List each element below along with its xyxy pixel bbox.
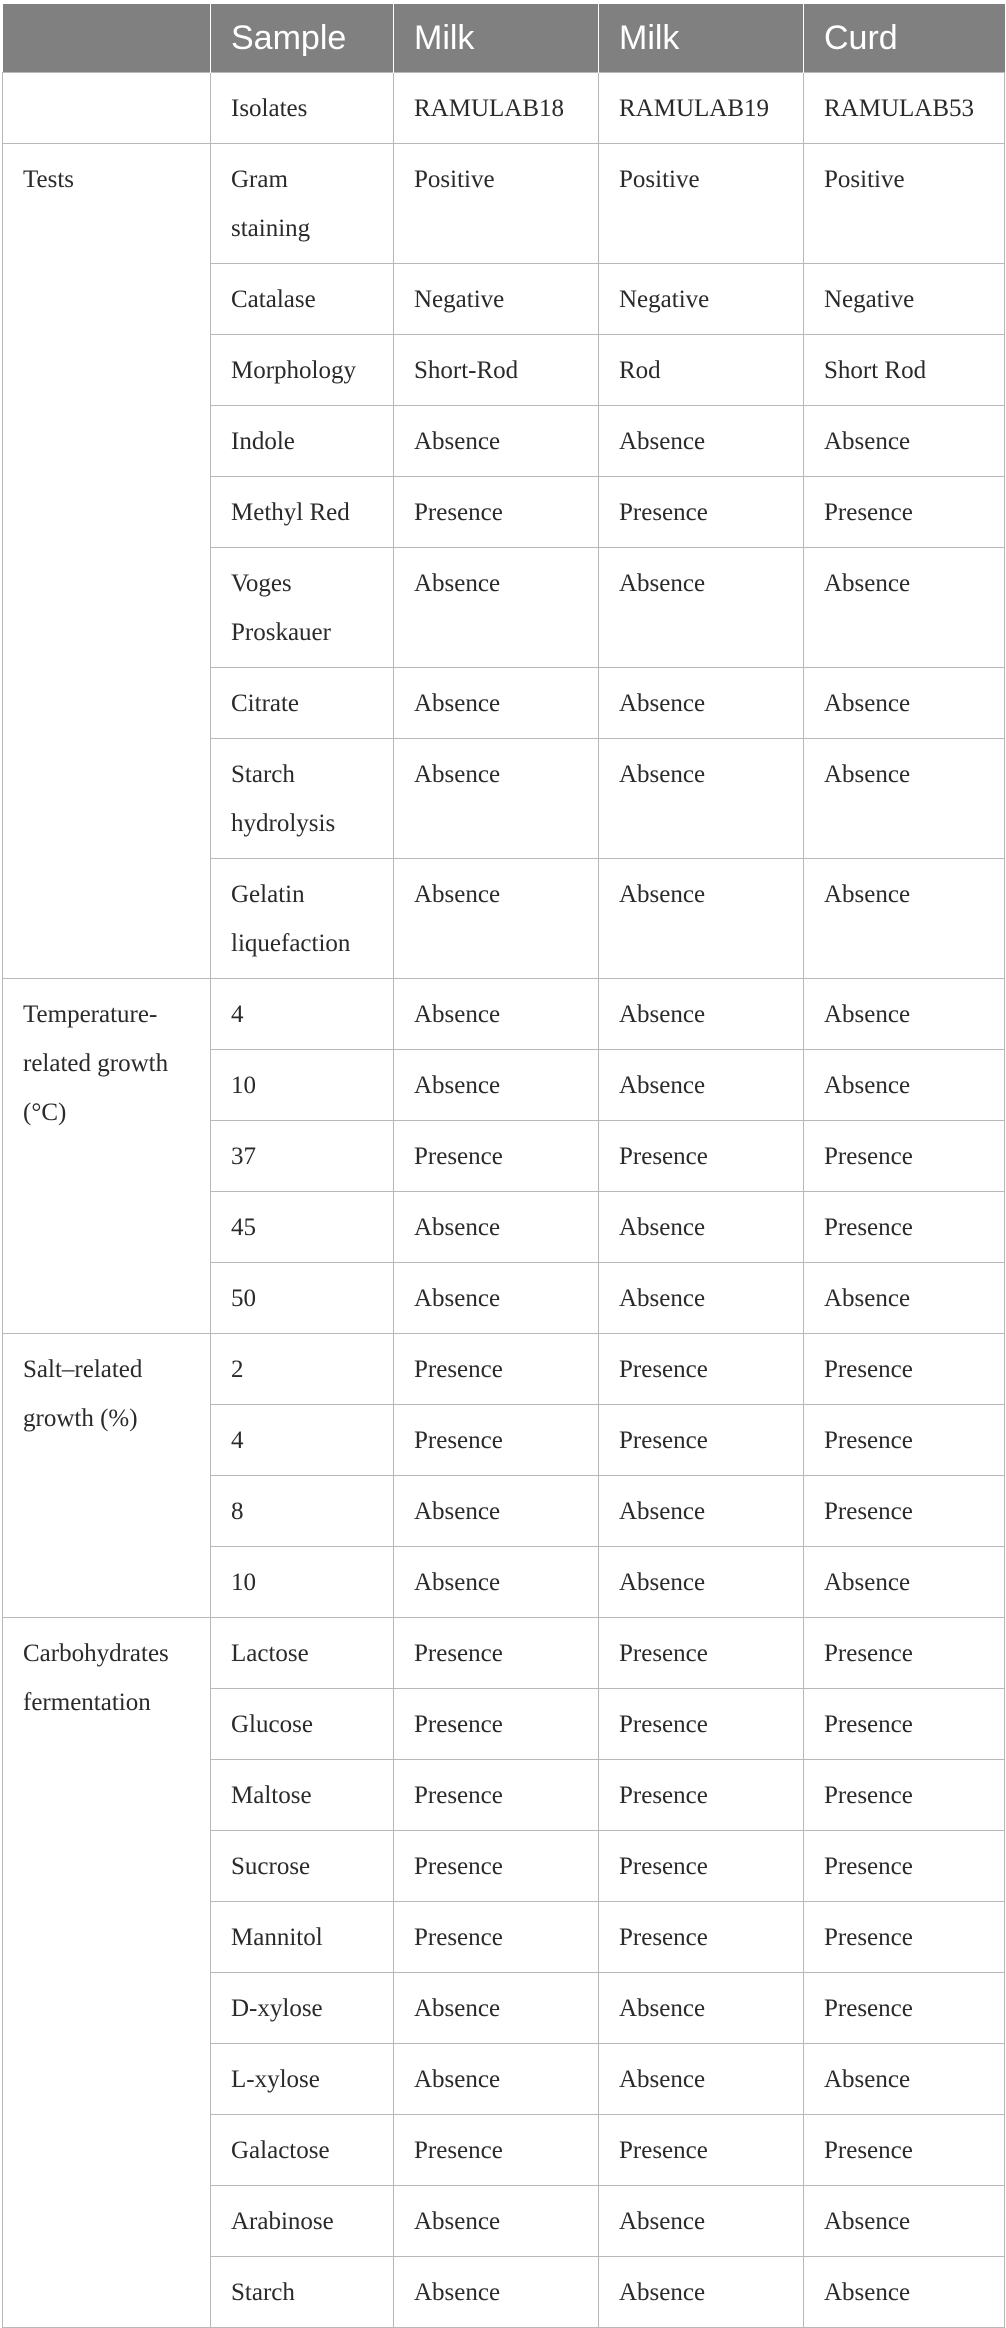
test-name-cell: Voges Proskauer	[211, 548, 394, 668]
result-cell: Absence	[599, 1547, 804, 1618]
result-cell: Short Rod	[804, 335, 1005, 406]
result-cell: Absence	[804, 979, 1005, 1050]
result-cell: Short-Rod	[394, 335, 599, 406]
result-cell: Absence	[394, 1192, 599, 1263]
header-cell-source-3: Curd	[804, 4, 1005, 73]
test-name-cell: 4	[211, 1405, 394, 1476]
result-cell: Absence	[394, 406, 599, 477]
test-name-cell: 2	[211, 1334, 394, 1405]
result-cell: Presence	[599, 1831, 804, 1902]
result-cell: Presence	[599, 1121, 804, 1192]
isolates-row	[3, 73, 1005, 144]
result-cell: Presence	[394, 1334, 599, 1405]
test-name-cell: Maltose	[211, 1760, 394, 1831]
test-name-cell: Arabinose	[211, 2186, 394, 2257]
test-name-cell: Glucose	[211, 1689, 394, 1760]
table-header	[3, 4, 1005, 73]
result-cell: Presence	[804, 1334, 1005, 1405]
result-cell: Absence	[394, 2257, 599, 2328]
header-cell-blank	[3, 4, 211, 73]
result-cell: Absence	[394, 1050, 599, 1121]
test-name-cell: Gelatin liquefaction	[211, 859, 394, 979]
result-cell: Absence	[599, 406, 804, 477]
result-cell: Absence	[804, 2044, 1005, 2115]
result-cell: Absence	[394, 739, 599, 859]
header-cell-sample: Sample	[211, 4, 394, 73]
result-cell: Absence	[804, 668, 1005, 739]
result-cell: Presence	[394, 1831, 599, 1902]
result-cell: Presence	[804, 1902, 1005, 1973]
characterization-table	[2, 4, 1005, 2328]
test-name-cell: 10	[211, 1547, 394, 1618]
test-name-cell: Sucrose	[211, 1831, 394, 1902]
result-cell: Negative	[599, 264, 804, 335]
table-row	[3, 979, 1005, 1050]
isolates-row-blank	[3, 73, 211, 144]
test-name-cell: Methyl Red	[211, 477, 394, 548]
result-cell: Absence	[394, 1547, 599, 1618]
isolate-id-3: RAMULAB53	[804, 73, 1005, 144]
result-cell: Presence	[394, 1405, 599, 1476]
result-cell: Absence	[804, 739, 1005, 859]
result-cell: Presence	[599, 1405, 804, 1476]
test-name-cell: Lactose	[211, 1618, 394, 1689]
result-cell: Negative	[804, 264, 1005, 335]
result-cell: Presence	[599, 477, 804, 548]
result-cell: Negative	[394, 264, 599, 335]
result-cell: Absence	[804, 2186, 1005, 2257]
result-cell: Absence	[804, 406, 1005, 477]
group-label: Temperature-related growth (°C)	[3, 979, 211, 1334]
result-cell: Presence	[804, 2115, 1005, 2186]
table-body	[3, 73, 1005, 2328]
result-cell: Absence	[394, 548, 599, 668]
result-cell: Absence	[394, 859, 599, 979]
test-name-cell: 37	[211, 1121, 394, 1192]
result-cell: Presence	[804, 1618, 1005, 1689]
isolate-id-1: RAMULAB18	[394, 73, 599, 144]
test-name-cell: Starch	[211, 2257, 394, 2328]
result-cell: Absence	[394, 1476, 599, 1547]
test-name-cell: 4	[211, 979, 394, 1050]
header-cell-source-2: Milk	[599, 4, 804, 73]
result-cell: Absence	[599, 1973, 804, 2044]
result-cell: Positive	[804, 144, 1005, 264]
table-row	[3, 1334, 1005, 1405]
result-cell: Presence	[394, 2115, 599, 2186]
result-cell: Presence	[394, 1760, 599, 1831]
isolate-id-2: RAMULAB19	[599, 73, 804, 144]
header-row	[3, 4, 1005, 73]
result-cell: Absence	[804, 1547, 1005, 1618]
result-cell: Presence	[599, 1334, 804, 1405]
result-cell: Absence	[599, 2044, 804, 2115]
test-name-cell: 10	[211, 1050, 394, 1121]
result-cell: Presence	[394, 1618, 599, 1689]
result-cell: Absence	[599, 979, 804, 1050]
result-cell: Absence	[599, 548, 804, 668]
result-cell: Presence	[804, 1973, 1005, 2044]
result-cell: Presence	[599, 2115, 804, 2186]
result-cell: Absence	[599, 1476, 804, 1547]
result-cell: Presence	[804, 1689, 1005, 1760]
test-name-cell: Catalase	[211, 264, 394, 335]
result-cell: Absence	[394, 1973, 599, 2044]
result-cell: Absence	[599, 1263, 804, 1334]
result-cell: Absence	[804, 1050, 1005, 1121]
result-cell: Presence	[599, 1618, 804, 1689]
group-label: Salt–related growth (%)	[3, 1334, 211, 1618]
result-cell: Absence	[394, 1263, 599, 1334]
test-name-cell: D-xylose	[211, 1973, 394, 2044]
result-cell: Presence	[394, 1689, 599, 1760]
result-cell: Absence	[804, 859, 1005, 979]
test-name-cell: Indole	[211, 406, 394, 477]
result-cell: Presence	[804, 1476, 1005, 1547]
result-cell: Absence	[599, 2186, 804, 2257]
result-cell: Absence	[599, 668, 804, 739]
result-cell: Absence	[394, 2044, 599, 2115]
result-cell: Presence	[394, 1121, 599, 1192]
result-cell: Absence	[804, 548, 1005, 668]
result-cell: Absence	[394, 2186, 599, 2257]
result-cell: Absence	[804, 1263, 1005, 1334]
result-cell: Presence	[394, 477, 599, 548]
isolates-row-label: Isolates	[211, 73, 394, 144]
test-name-cell: L-xylose	[211, 2044, 394, 2115]
result-cell: Presence	[804, 1192, 1005, 1263]
result-cell: Absence	[599, 739, 804, 859]
test-name-cell: Gram staining	[211, 144, 394, 264]
result-cell: Presence	[394, 1902, 599, 1973]
result-cell: Presence	[599, 1689, 804, 1760]
result-cell: Presence	[804, 1831, 1005, 1902]
result-cell: Absence	[599, 859, 804, 979]
result-cell: Absence	[599, 2257, 804, 2328]
test-name-cell: Galactose	[211, 2115, 394, 2186]
result-cell: Presence	[804, 1121, 1005, 1192]
test-name-cell: 45	[211, 1192, 394, 1263]
table-row	[3, 144, 1005, 264]
header-cell-source-1: Milk	[394, 4, 599, 73]
result-cell: Absence	[599, 1192, 804, 1263]
result-cell: Absence	[804, 2257, 1005, 2328]
result-cell: Presence	[599, 1760, 804, 1831]
result-cell: Presence	[599, 1902, 804, 1973]
test-name-cell: Morphology	[211, 335, 394, 406]
test-name-cell: Mannitol	[211, 1902, 394, 1973]
group-label: Carbohydrates fermentation	[3, 1618, 211, 2328]
result-cell: Rod	[599, 335, 804, 406]
test-name-cell: Starch hydrolysis	[211, 739, 394, 859]
result-cell: Absence	[599, 1050, 804, 1121]
result-cell: Positive	[599, 144, 804, 264]
group-label: Tests	[3, 144, 211, 979]
test-name-cell: 50	[211, 1263, 394, 1334]
result-cell: Absence	[394, 979, 599, 1050]
result-cell: Positive	[394, 144, 599, 264]
result-cell: Presence	[804, 1405, 1005, 1476]
test-name-cell: 8	[211, 1476, 394, 1547]
table-row	[3, 1618, 1005, 1689]
result-cell: Presence	[804, 1760, 1005, 1831]
result-cell: Absence	[394, 668, 599, 739]
test-name-cell: Citrate	[211, 668, 394, 739]
result-cell: Presence	[804, 477, 1005, 548]
